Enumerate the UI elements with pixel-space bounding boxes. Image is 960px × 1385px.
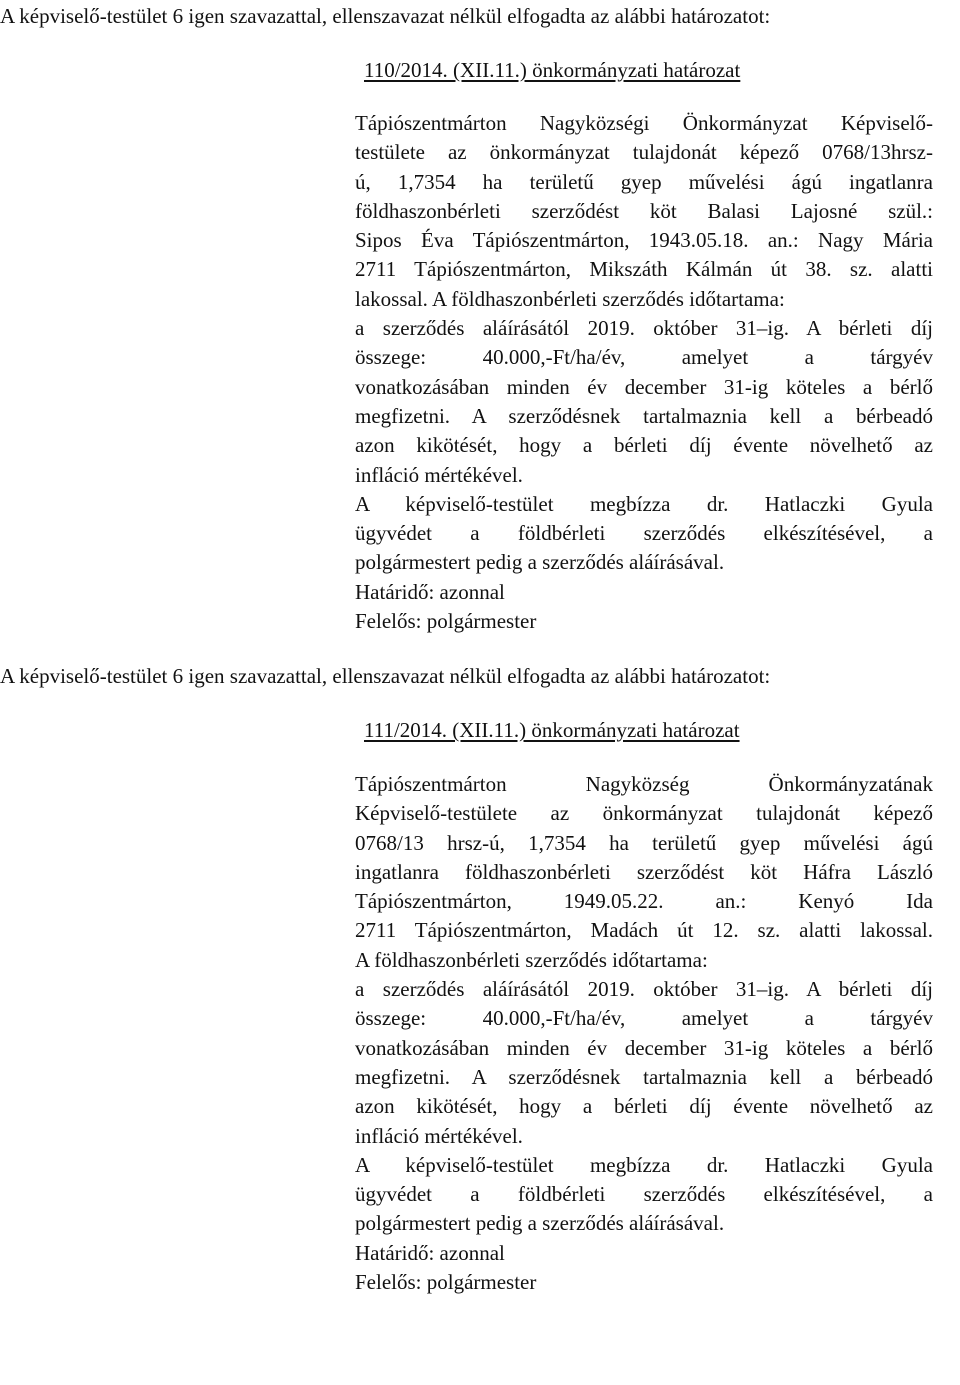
body-line: Tápiószentmárton, 1949.05.22. an.: Kenyó Ida	[355, 889, 933, 914]
body-line: lakossal. A földhaszonbérleti szerződés időtartama:	[355, 286, 785, 311]
body-line: Tápiószentmárton Nagyközség Önkormányzatának	[355, 772, 933, 796]
body-line: a szerződés aláírásától 2019. október 31–ig. A bérleti díj	[355, 316, 933, 341]
body-line: ügyvédet a földbérleti szerződés elkészítésével, a	[355, 521, 933, 546]
body-line: megfizetni. A szerződésnek tartalmaznia kell a bérbeadó	[355, 1064, 933, 1089]
responsible-line: Felelős: polgármester	[355, 609, 537, 634]
deadline-line: Határidő: azonnal	[355, 1240, 505, 1265]
body-line: 0768/13 hrsz-ú, 1,7354 ha területű gyep művelési ágú	[355, 830, 933, 855]
body-line: vonatkozásában minden év december 31-ig köteles a bérlő	[355, 374, 933, 399]
body-line: infláció mértékével.	[355, 462, 523, 487]
body-line: azon kikötését, hogy a bérleti díj évente növelhető az	[355, 433, 933, 458]
body-line: megfizetni. A szerződésnek tartalmaznia kell a bérbeadó	[355, 403, 933, 428]
resolution-title: 111/2014. (XII.11.) önkormányzati határozat	[364, 718, 740, 742]
body-line: földhaszonbérleti szerződést köt Balasi Lajosné szül.:	[355, 198, 933, 223]
body-line: azon kikötését, hogy a bérleti díj évente növelhető az	[355, 1094, 933, 1119]
body-line: a szerződés aláírásától 2019. október 31–ig. A bérleti díj	[355, 977, 933, 1002]
body-line: összege: 40.000,-Ft/ha/év, amelyet a tárgyév	[355, 345, 933, 370]
resolution-body	[355, 770, 933, 1297]
body-line: ügyvédet a földbérleti szerződés elkészítésével, a	[355, 1182, 933, 1207]
resolution-title: 110/2014. (XII.11.) önkormányzati határozat	[364, 58, 741, 82]
body-line: 2711 Tápiószentmárton, Mikszáth Kálmán út 38. sz. alatti	[355, 257, 933, 282]
resolution-body	[355, 109, 933, 636]
body-line: infláció mértékével.	[355, 1123, 523, 1148]
body-line: Tápiószentmárton Nagyközségi Önkormányzat Képviselő-	[355, 111, 933, 135]
body-line: polgármestert pedig a szerződés aláírásával.	[355, 1211, 725, 1236]
body-line: 2711 Tápiószentmárton, Madách út 12. sz. alatti lakossal.	[355, 918, 933, 943]
resolution-intro: A képviselő-testület 6 igen szavazattal, ellenszavazat nélkül elfogadta az alábbi határozatot:	[0, 4, 771, 28]
body-line: A földhaszonbérleti szerződés időtartama:	[355, 947, 708, 972]
body-line: polgármestert pedig a szerződés aláírásával.	[355, 550, 725, 575]
body-line: ú, 1,7354 ha területű gyep művelési ágú ingatlanra	[355, 169, 933, 194]
resolution-intro: A képviselő-testület 6 igen szavazattal, ellenszavazat nélkül elfogadta az alábbi határozatot:	[0, 664, 771, 688]
body-line: A képviselő-testület megbízza dr. Hatlaczki Gyula	[355, 491, 933, 516]
responsible-line: Felelős: polgármester	[355, 1270, 537, 1295]
body-line: vonatkozásában minden év december 31-ig köteles a bérlő	[355, 1035, 933, 1060]
deadline-line: Határidő: azonnal	[355, 579, 505, 604]
body-line: összege: 40.000,-Ft/ha/év, amelyet a tárgyév	[355, 1006, 933, 1031]
body-line: Sipos Éva Tápiószentmárton, 1943.05.18. an.: Nagy Mária	[355, 228, 933, 253]
body-line: Képviselő-testülete az önkormányzat tulajdonát képező	[355, 801, 933, 826]
body-line: A képviselő-testület megbízza dr. Hatlaczki Gyula	[355, 1152, 933, 1177]
body-line: ingatlanra földhaszonbérleti szerződést köt Háfra László	[355, 859, 933, 884]
body-line: testülete az önkormányzat tulajdonát képező 0768/13hrsz-	[355, 140, 933, 165]
